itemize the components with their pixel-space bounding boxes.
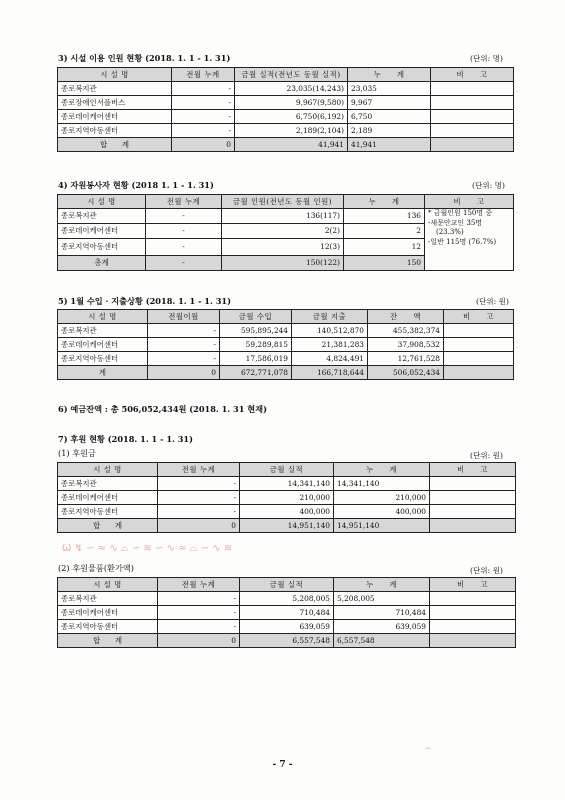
- table-total-row: [58, 138, 514, 152]
- table-row: [58, 82, 514, 96]
- month-actual: 400,000: [240, 505, 334, 519]
- income: 17,586,019: [220, 352, 292, 366]
- facility-name: 종로지역아동센터: [58, 620, 158, 634]
- prev-total: -: [172, 82, 235, 96]
- cumulative: 14,951,140: [334, 519, 430, 533]
- table-row: [58, 352, 514, 366]
- prev-total: -: [172, 96, 235, 110]
- col-header: 비 고: [430, 463, 516, 477]
- table-row: [58, 491, 516, 505]
- facility-usage-table: [57, 67, 514, 152]
- month-actual: 23,035(14,243): [235, 82, 348, 96]
- facility-name: 종로장애인서플버스: [58, 96, 172, 110]
- total-label: 합 계: [58, 519, 158, 533]
- facility-name: 종로복지관: [58, 592, 158, 606]
- cumulative: 2: [344, 224, 425, 239]
- cumulative: 5,208,005: [334, 592, 430, 606]
- table-row: [58, 606, 516, 620]
- col-header: 금월 실적(전년도 동월 실적): [235, 68, 348, 82]
- total-label: 합 계: [58, 138, 172, 152]
- section-6-title: 6) 예금잔액 : 총 506,052,434원 (2018. 1. 31 현재): [58, 404, 267, 414]
- col-header: 누 계: [334, 463, 430, 477]
- cumulative: 41,941: [348, 138, 431, 152]
- month-actual: 9,967(9,580): [235, 96, 348, 110]
- cumulative: 150: [344, 256, 425, 271]
- facility-name: 종로데이케어센터: [58, 606, 158, 620]
- table-row: [58, 477, 516, 491]
- cumulative: 9,967: [348, 96, 431, 110]
- prev-total: -: [158, 505, 240, 519]
- facility-name: 종로데이케어센터: [58, 338, 148, 352]
- section-4-title: 4) 자원봉사자 현황 (2018 1. 1 - 1. 31): [58, 180, 214, 190]
- carryover: 0: [148, 366, 220, 380]
- col-header: 전월 누계: [158, 578, 240, 592]
- expense: 140,512,870: [292, 324, 368, 338]
- table-header-row: [58, 195, 514, 209]
- col-header: 금월 실적: [240, 578, 334, 592]
- table-row: [58, 592, 516, 606]
- col-header: 시 설 명: [58, 68, 172, 82]
- section-3-title: 3) 시설 이용 인원 현황 (2018. 1. 1 - 1. 31): [58, 53, 231, 63]
- carryover: -: [148, 324, 220, 338]
- subsection-goods-title: (2) 후원물품(환가액): [58, 563, 134, 573]
- month-actual: 14,951,140: [240, 519, 334, 533]
- col-header: 금월 인원(전년도 동월 인원): [222, 195, 344, 209]
- month-actual: 6,750(6,192): [235, 110, 348, 124]
- page-number: - 7 -: [272, 760, 293, 770]
- prev-total: -: [158, 491, 240, 505]
- col-header: 전월 누계: [158, 463, 240, 477]
- table-total-row: [58, 634, 516, 648]
- col-header: 시 설 명: [58, 195, 146, 209]
- income: 59,289,815: [220, 338, 292, 352]
- col-header: 금월 실적: [240, 463, 334, 477]
- table-row: [58, 505, 516, 519]
- facility-name: 종로데이케어센터: [58, 110, 172, 124]
- cumulative: 400,000: [334, 505, 430, 519]
- table-header-row: [58, 310, 514, 324]
- month-actual: 14,341,140: [240, 477, 334, 491]
- facility-name: 종로복지관: [58, 324, 148, 338]
- table-row: [58, 338, 514, 352]
- prev-total: -: [146, 209, 222, 224]
- prev-total: -: [146, 239, 222, 256]
- remark: [444, 338, 514, 352]
- remark: [444, 352, 514, 366]
- carryover: -: [148, 338, 220, 352]
- cumulative: 710,484: [334, 606, 430, 620]
- seal-mark: Ѡ ↯ ∽ ≈ ∿ ⌓ ∽ ≋ ∽ ∿ ≈ ⌓ ∽ ∿ ≋: [62, 543, 233, 554]
- cumulative: 210,000: [334, 491, 430, 505]
- expense: 4,824,491: [292, 352, 368, 366]
- section-5-unit: (단위: 원): [476, 297, 509, 306]
- col-header: 비 고: [431, 68, 514, 82]
- subsection-goods-unit: (단위: 원): [470, 566, 503, 575]
- prev-total: -: [158, 592, 240, 606]
- col-header: 금월 수입: [220, 310, 292, 324]
- remark: [430, 519, 516, 533]
- prev-total: 0: [158, 634, 240, 648]
- prev-total: -: [172, 124, 235, 138]
- remark: [431, 138, 514, 152]
- section-7-title: 7) 후원 현황 (2018. 1. 1 - 1. 31): [58, 434, 193, 444]
- col-header: 시 설 명: [58, 310, 148, 324]
- remark: [430, 491, 516, 505]
- month-actual: 639,059: [240, 620, 334, 634]
- balance: 37,908,532: [368, 338, 444, 352]
- cumulative: 136: [344, 209, 425, 224]
- col-header: 비 고: [444, 310, 514, 324]
- facility-name: 종로복지관: [58, 209, 146, 224]
- month-actual: 710,484: [240, 606, 334, 620]
- remark: [431, 124, 514, 138]
- col-header: 비 고: [425, 195, 514, 209]
- month-actual: 2,189(2,104): [235, 124, 348, 138]
- facility-name: 종로데이케어센터: [58, 224, 146, 239]
- note-line: (23.3%): [436, 228, 464, 236]
- table-row: [58, 110, 514, 124]
- remark: [430, 477, 516, 491]
- prev-total: -: [146, 224, 222, 239]
- remark: [431, 110, 514, 124]
- note-line: -새문안교인 35명: [428, 218, 483, 227]
- facility-name: 종로지역아동센터: [58, 124, 172, 138]
- facility-name: 종로데이케어센터: [58, 491, 158, 505]
- table-header-row: [58, 463, 516, 477]
- donated-goods-table: [57, 577, 516, 648]
- prev-total: -: [158, 477, 240, 491]
- remark: [430, 620, 516, 634]
- income: 672,771,078: [220, 366, 292, 380]
- subsection-donations-title: (1) 후원금: [58, 448, 96, 458]
- remark: [430, 592, 516, 606]
- month-actual: 41,941: [235, 138, 348, 152]
- col-header: 전월 누계: [146, 195, 222, 209]
- table-row: [58, 96, 514, 110]
- facility-name: 종로지역아동센터: [58, 352, 148, 366]
- col-header: 누 계: [334, 578, 430, 592]
- col-header: 시 설 명: [58, 463, 158, 477]
- carryover: -: [148, 352, 220, 366]
- table-total-row: [58, 366, 514, 380]
- col-header: 누 계: [344, 195, 425, 209]
- col-header: 전월이월: [148, 310, 220, 324]
- income-expense-table: [57, 309, 514, 380]
- section-5-title: 5) 1월 수입 · 지출상황 (2018. 1. 1 - 1. 31): [58, 296, 231, 306]
- section-3-unit: (단위: 명): [470, 54, 503, 63]
- cumulative: 14,341,140: [334, 477, 430, 491]
- remark: [430, 505, 516, 519]
- remark: [430, 606, 516, 620]
- volunteer-note: [425, 209, 514, 271]
- month-count: 136(117): [222, 209, 344, 224]
- month-actual: 5,208,005: [240, 592, 334, 606]
- prev-total: 0: [172, 138, 235, 152]
- cumulative: 12: [344, 239, 425, 256]
- balance: 506,052,434: [368, 366, 444, 380]
- table-row: [58, 620, 516, 634]
- cumulative: 23,035: [348, 82, 431, 96]
- facility-name: 종로지역아동센터: [58, 505, 158, 519]
- prev-total: -: [146, 256, 222, 271]
- total-label: 총계: [58, 256, 146, 271]
- table-total-row: [58, 519, 516, 533]
- remark: [431, 96, 514, 110]
- table-header-row: [58, 578, 516, 592]
- section-4-unit: (단위: 명): [472, 181, 505, 190]
- cumulative: 6,557,548: [334, 634, 430, 648]
- prev-total: -: [172, 110, 235, 124]
- table-row: [58, 209, 514, 224]
- prev-total: 0: [158, 519, 240, 533]
- cumulative: 6,750: [348, 110, 431, 124]
- income: 595,895,244: [220, 324, 292, 338]
- volunteer-table: [57, 194, 514, 271]
- expense: 166,718,644: [292, 366, 368, 380]
- remark: [431, 82, 514, 96]
- month-actual: 210,000: [240, 491, 334, 505]
- note-line: -일반 115명 (76.7%): [428, 237, 497, 246]
- facility-name: 종로복지관: [58, 477, 158, 491]
- cumulative: 639,059: [334, 620, 430, 634]
- table-row: [58, 124, 514, 138]
- month-count: 12(3): [222, 239, 344, 256]
- col-header: 잔 액: [368, 310, 444, 324]
- col-header: 금월 지출: [292, 310, 368, 324]
- month-count: 150(122): [222, 256, 344, 271]
- facility-name: 종로복지관: [58, 82, 172, 96]
- prev-total: -: [158, 606, 240, 620]
- ink-mark: ∽: [424, 744, 432, 754]
- note-line: * 금월인원 150명 중: [428, 209, 493, 217]
- table-row: [58, 324, 514, 338]
- prev-total: -: [158, 620, 240, 634]
- donations-table: [57, 462, 516, 533]
- month-actual: 6,557,548: [240, 634, 334, 648]
- month-count: 2(2): [222, 224, 344, 239]
- facility-name: 종로지역아동센터: [58, 239, 146, 256]
- subsection-donations-unit: (단위: 원): [470, 451, 503, 460]
- col-header: 누 계: [348, 68, 431, 82]
- balance: 455,382,374: [368, 324, 444, 338]
- remark: [430, 634, 516, 648]
- col-header: 비 고: [430, 578, 516, 592]
- cumulative: 2,189: [348, 124, 431, 138]
- balance: 12,761,528: [368, 352, 444, 366]
- table-header-row: [58, 68, 514, 82]
- col-header: 전월 누계: [172, 68, 235, 82]
- remark: [444, 366, 514, 380]
- total-label: 계: [58, 366, 148, 380]
- col-header: 시 설 명: [58, 578, 158, 592]
- total-label: 합 계: [58, 634, 158, 648]
- remark: [444, 324, 514, 338]
- expense: 21,381,283: [292, 338, 368, 352]
